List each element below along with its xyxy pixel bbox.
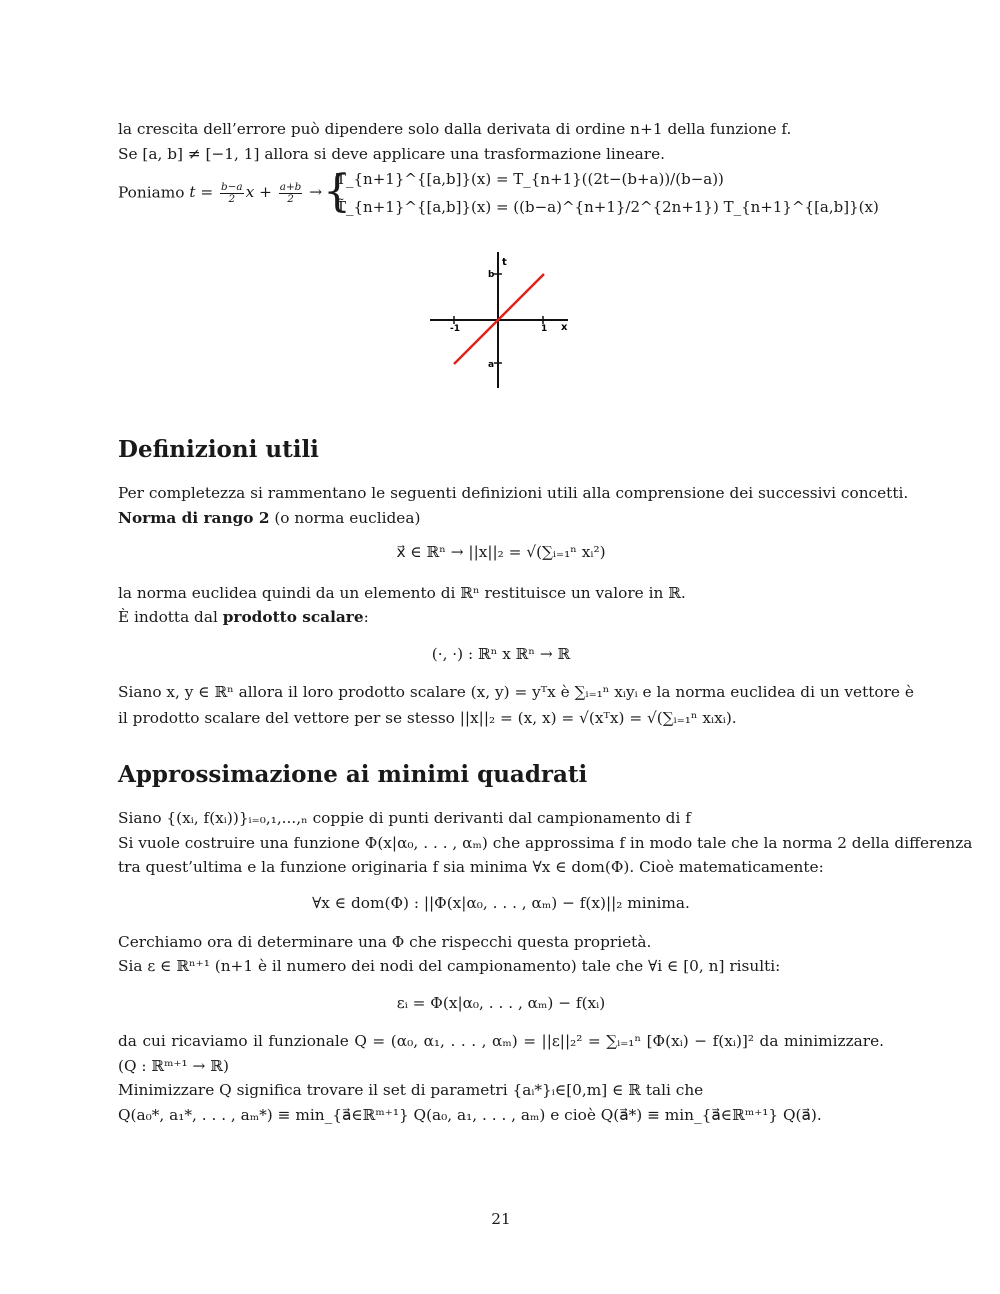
page-number: 21 [491, 1210, 511, 1228]
section-title-approssimazione: Approssimazione ai minimi quadrati [118, 761, 588, 788]
paragraph-line: Si vuole costruire una funzione Φ(x|α₀, . . . , αₘ) che approssima f in modo tale che la norma 2 della differenza [118, 834, 973, 852]
equation-epsilon: εᵢ = Φ(x|α₀, . . . , αₘ) − f(xᵢ) [396, 994, 606, 1012]
paragraph-line: Siano {(xᵢ, f(xᵢ))}ᵢ₌₀,₁,...,ₙ coppie di punti derivanti dal campionamento di f [118, 809, 691, 827]
paragraph-line: Se [a, b] ≠ [−1, 1] allora si deve applicare una trasformazione lineare. [118, 145, 666, 163]
paragraph-line: (Q : ℝᵐ⁺¹ → ℝ) [118, 1057, 229, 1075]
label-b: b [488, 270, 495, 280]
paragraph-line: Cerchiamo ora di determinare una Φ che rispecchi questa proprietà. [118, 933, 652, 951]
paragraph-line: Per completezza si rammentano le seguenti definizioni utili alla comprensione dei successivi concetti. [118, 484, 909, 502]
system-equation-1: T_{n+1}^{[a,b]}(x) = T_{n+1}((2t−(b+a))/(b−a)) [336, 170, 724, 188]
norma-heading: Norma di rango 2 [118, 509, 270, 527]
label-x: x [561, 322, 568, 333]
paragraph-line: da cui ricaviamo il funzionale Q = (α₀, α₁, . . . , αₘ) = ||ε||₂² = ∑ᵢ₌₁ⁿ [Φ(xᵢ) − f(xᵢ)]² da minimizzare. [118, 1032, 884, 1050]
paragraph-line: Siano x, y ∈ ℝⁿ allora il loro prodotto scalare (x, y) = yᵀx è ∑ᵢ₌₁ⁿ xᵢyᵢ e la norma euclidea di un vettore è [118, 683, 914, 701]
paragraph-line: la norma euclidea quindi da un elemento di ℝⁿ restituisce un valore in ℝ. [118, 584, 686, 602]
prodotto-line [118, 607, 369, 627]
left-brace: { [323, 166, 351, 217]
paragraph-line: Q(a₀*, a₁*, . . . , aₘ*) ≡ min_{a⃗∈ℝᵐ⁺¹} Q(a₀, a₁, . . . , aₘ) e cioè Q(a⃗*) ≡ min_{a⃗∈ℝᵐ⁺¹} Q(a⃗). [118, 1106, 822, 1124]
prodotto-pre: È indotta dal [118, 608, 223, 626]
label-t: t [502, 257, 507, 268]
equation-scalar-product: (·, ·) : ℝⁿ x ℝⁿ → ℝ [431, 645, 571, 663]
poniamo-word: Poniamo [118, 183, 185, 202]
section-title-definizioni: Definizioni utili [118, 436, 319, 463]
label-minus1: -1 [450, 324, 460, 334]
paragraph-line: la crescita dell’errore può dipendere solo dalla derivata di ordine n+1 della funzione f. [118, 120, 792, 138]
norma-line [118, 508, 420, 528]
label-1: 1 [541, 324, 548, 334]
prodotto-post: : [363, 608, 369, 626]
poniamo-label [118, 182, 322, 205]
linear-transform-figure [430, 250, 590, 392]
paragraph-line: tra quest’ultima e la funzione originaria f sia minima ∀x ∈ dom(Φ). Cioè matematicamente: [118, 858, 824, 876]
equation-norm: x⃗ ∈ ℝⁿ → ||x||₂ = √(∑ᵢ₌₁ⁿ xᵢ²) [396, 543, 606, 561]
paragraph-line: il prodotto scalare del vettore per se stesso ||x||₂ = (x, x) = √(xᵀx) = √(∑ᵢ₌₁ⁿ xᵢxᵢ). [118, 709, 737, 727]
system-equation-2: T̃_{n+1}^{[a,b]}(x) = ((b−a)^{n+1}/2^{2n+1}) T_{n+1}^{[a,b]}(x) [336, 198, 879, 216]
transform-formula: t = $\frac{b-a}{2}$ x + $\frac{a+b}{2}$ → [189, 181, 323, 205]
prodotto-heading: prodotto scalare [222, 608, 364, 626]
paragraph-line: Sia ε ∈ ℝⁿ⁺¹ (n+1 è il numero dei nodi del campionamento) tale che ∀i ∈ [0, n] risulti: [118, 957, 781, 975]
norma-rest: (o norma euclidea) [269, 509, 421, 527]
paragraph-line: Minimizzare Q significa trovare il set di parametri {aᵢ*}ᵢ∈[0,m] ∈ ℝ tali che [118, 1081, 704, 1099]
equation-minimum: ∀x ∈ dom(Φ) : ||Φ(x|α₀, . . . , αₘ) − f(x)||₂ minima. [312, 894, 690, 912]
label-a: a [488, 360, 495, 370]
